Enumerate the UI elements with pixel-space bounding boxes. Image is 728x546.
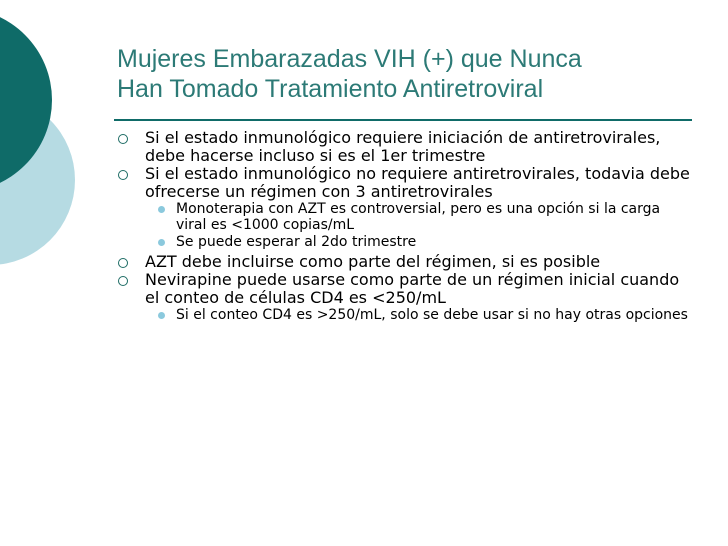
sub-bullet-text: Si el conteo CD4 es >250/mL, solo se debe usar si no hay otras opciones xyxy=(176,307,688,323)
bullet-list xyxy=(118,129,690,326)
sub-bullet-item xyxy=(145,235,690,251)
bullet-item xyxy=(118,253,690,271)
bullet-text: AZT debe incluirse como parte del régimen, si es posible xyxy=(145,251,601,271)
ring-bullet-icon xyxy=(118,134,128,144)
sub-bullet-text: Se puede esperar al 2do trimestre xyxy=(176,234,417,250)
ring-bullet-icon xyxy=(118,258,128,268)
sub-bullet-item xyxy=(145,202,690,233)
bullet-text: Nevirapine puede usarse como parte de un régimen inicial cuando el conteo de células CD4 es <250/mL xyxy=(145,270,680,307)
bullet-item xyxy=(118,165,690,251)
sub-bullet-list xyxy=(145,308,690,324)
sub-bullet-item xyxy=(145,308,690,324)
slide-title xyxy=(117,44,707,104)
title-divider xyxy=(114,119,692,121)
dot-bullet-icon xyxy=(158,312,165,319)
title-line-2: Han Tomado Tratamiento Antiretroviral xyxy=(117,75,544,103)
bullet-text: Si el estado inmunológico requiere iniciación de antiretrovirales, debe hacerse incluso si es el 1er trimestre xyxy=(145,128,661,165)
title-line-1: Mujeres Embarazadas VIH (+) que Nunca xyxy=(117,45,582,73)
bullet-item xyxy=(118,129,690,164)
sub-bullet-list xyxy=(145,202,690,251)
dot-bullet-icon xyxy=(158,239,165,246)
bullet-text: Si el estado inmunológico no requiere antiretrovirales, todavia debe ofrecerse un régimen con 3 antiretrovirales xyxy=(145,164,690,201)
ring-bullet-icon xyxy=(118,276,128,286)
ring-bullet-icon xyxy=(118,170,128,180)
decorative-circles xyxy=(0,0,100,340)
dot-bullet-icon xyxy=(158,206,165,213)
sub-bullet-text: Monoterapia con AZT es controversial, pero es una opción si la carga viral es <1000 copias/mL xyxy=(176,201,661,233)
bullet-item xyxy=(118,271,690,324)
